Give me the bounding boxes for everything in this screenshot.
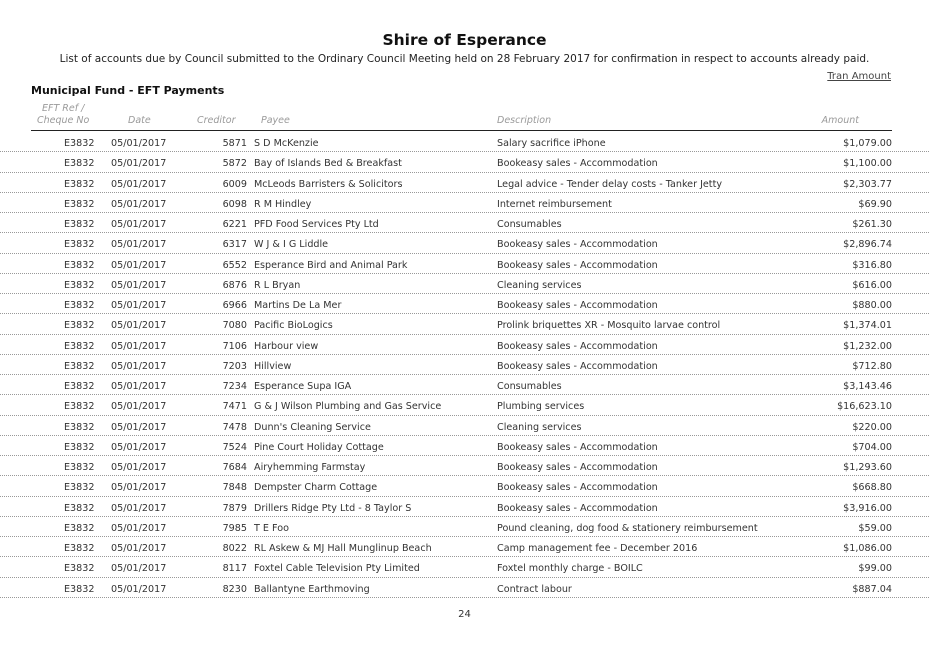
cell-payee: Bay of Islands Bed & Breakfast — [254, 158, 402, 170]
table-row — [0, 436, 929, 456]
cell-payee: Pine Court Holiday Cottage — [254, 441, 384, 453]
cell-payee: Harbour view — [254, 340, 319, 352]
header-ref-line1: EFT Ref / — [42, 103, 85, 114]
cell-payee: R M Hindley — [254, 198, 312, 210]
cell-creditor: 7203 — [222, 360, 247, 372]
table-row — [0, 132, 929, 152]
cell-ref: E3832 — [64, 178, 95, 190]
cell-payee: Pacific BioLogics — [254, 320, 333, 332]
document-title: Shire of Esperance — [382, 31, 547, 49]
cell-payee: PFD Food Services Pty Ltd — [254, 219, 379, 230]
cell-creditor: 7106 — [222, 340, 247, 352]
header-ref-line2: Cheque No — [37, 115, 90, 126]
cell-ref: E3832 — [64, 239, 95, 251]
table-row — [0, 416, 929, 436]
document-subtitle: List of accounts due by Council submitted to the Ordinary Council Meeting held on 28 February 2017 for confirmation in respect to accounts already paid. — [59, 53, 870, 65]
cell-amount: $3,143.46 — [843, 381, 892, 392]
cell-payee: S D McKenzie — [254, 138, 319, 149]
cell-ref: E3832 — [64, 543, 95, 554]
cell-description: Bookeasy sales - Accommodation — [497, 300, 658, 311]
cell-date: 05/01/2017 — [111, 502, 167, 514]
cell-ref: E3832 — [64, 360, 95, 372]
cell-date: 05/01/2017 — [111, 543, 167, 554]
cell-payee: R L Bryan — [254, 279, 301, 291]
cell-date: 05/01/2017 — [111, 259, 167, 271]
cell-ref: E3832 — [64, 138, 95, 149]
cell-amount: $2,303.77 — [843, 178, 892, 190]
table-row — [0, 173, 929, 193]
cell-amount: $887.04 — [852, 583, 892, 595]
cell-payee: Martins De La Mer — [254, 300, 342, 311]
cell-description: Foxtel monthly charge - BOILC — [497, 563, 643, 575]
cell-payee: Dunn's Cleaning Service — [254, 421, 371, 433]
cell-date: 05/01/2017 — [111, 279, 167, 291]
cell-description: Internet reimbursement — [497, 198, 612, 210]
cell-payee: T E Foo — [254, 522, 289, 534]
cell-amount: $1,374.01 — [843, 320, 892, 332]
cell-description: Bookeasy sales - Accommodation — [497, 259, 658, 271]
cell-creditor: 7478 — [222, 421, 247, 433]
cell-ref: E3832 — [64, 158, 95, 170]
header-date: Date — [128, 115, 151, 126]
table-row — [0, 578, 929, 598]
table-row — [0, 497, 929, 517]
cell-creditor: 6317 — [222, 239, 247, 251]
cell-description: Bookeasy sales - Accommodation — [497, 158, 658, 170]
cell-payee: W J & I G Liddle — [254, 239, 329, 251]
cell-payee: Drillers Ridge Pty Ltd - 8 Taylor S — [254, 502, 412, 514]
cell-date: 05/01/2017 — [111, 340, 167, 352]
cell-date: 05/01/2017 — [111, 421, 167, 433]
cell-ref: E3832 — [64, 198, 95, 210]
table-row — [0, 557, 929, 577]
header-amount: Amount — [821, 115, 859, 126]
cell-date: 05/01/2017 — [111, 300, 167, 311]
cell-amount: $16,623.10 — [837, 401, 892, 413]
table-row — [0, 294, 929, 314]
cell-date: 05/01/2017 — [111, 522, 167, 534]
table-row — [0, 233, 929, 253]
cell-creditor: 7234 — [222, 381, 247, 392]
cell-creditor: 7848 — [222, 482, 247, 494]
table-row — [0, 274, 929, 294]
cell-creditor: 7879 — [222, 502, 247, 514]
cell-amount: $1,232.00 — [843, 340, 892, 352]
cell-date: 05/01/2017 — [111, 320, 167, 332]
cell-ref: E3832 — [64, 583, 95, 595]
cell-creditor: 6966 — [222, 300, 247, 311]
cell-description: Cleaning services — [497, 421, 582, 433]
cell-creditor: 7471 — [222, 401, 247, 413]
cell-date: 05/01/2017 — [111, 178, 167, 190]
table-row — [0, 537, 929, 557]
cell-creditor: 6552 — [222, 259, 247, 271]
cell-amount: $59.00 — [858, 522, 892, 534]
cell-ref: E3832 — [64, 259, 95, 271]
cell-description: Bookeasy sales - Accommodation — [497, 360, 658, 372]
cell-ref: E3832 — [64, 441, 95, 453]
cell-amount: $3,916.00 — [843, 502, 892, 514]
cell-description: Pound cleaning, dog food & stationery reimbursement — [497, 522, 758, 534]
cell-amount: $2,896.74 — [843, 239, 892, 251]
cell-creditor: 6876 — [222, 279, 247, 291]
cell-description: Bookeasy sales - Accommodation — [497, 441, 658, 453]
cell-creditor: 6221 — [222, 219, 247, 230]
cell-payee: Airyhemming Farmstay — [254, 462, 366, 473]
cell-amount: $69.90 — [858, 198, 892, 210]
cell-description: Bookeasy sales - Accommodation — [497, 340, 658, 352]
table-row — [0, 456, 929, 476]
payments-table — [0, 132, 929, 598]
cell-creditor: 7684 — [222, 462, 247, 473]
cell-ref: E3832 — [64, 563, 95, 575]
cell-creditor: 6098 — [222, 198, 247, 210]
cell-ref: E3832 — [64, 401, 95, 413]
cell-date: 05/01/2017 — [111, 239, 167, 251]
cell-description: Bookeasy sales - Accommodation — [497, 482, 658, 494]
table-row — [0, 193, 929, 213]
cell-amount: $1,293.60 — [843, 462, 892, 473]
cell-date: 05/01/2017 — [111, 158, 167, 170]
cell-creditor: 7985 — [222, 522, 247, 534]
cell-ref: E3832 — [64, 502, 95, 514]
cell-date: 05/01/2017 — [111, 401, 167, 413]
cell-date: 05/01/2017 — [111, 482, 167, 494]
table-row — [0, 476, 929, 496]
cell-creditor: 8022 — [222, 543, 247, 554]
cell-creditor: 5871 — [222, 138, 247, 149]
header-description: Description — [497, 115, 552, 126]
cell-payee: RL Askew & MJ Hall Munglinup Beach — [254, 543, 432, 554]
table-row — [0, 213, 929, 233]
table-row — [0, 355, 929, 375]
cell-amount: $99.00 — [858, 563, 892, 575]
cell-amount: $704.00 — [852, 441, 892, 453]
cell-description: Legal advice - Tender delay costs - Tanker Jetty — [497, 178, 723, 190]
cell-creditor: 7524 — [222, 441, 247, 453]
cell-description: Bookeasy sales - Accommodation — [497, 462, 658, 473]
table-row — [0, 395, 929, 415]
cell-ref: E3832 — [64, 522, 95, 534]
tran-amount-label: Tran Amount — [827, 71, 891, 82]
cell-description: Consumables — [497, 381, 562, 392]
cell-ref: E3832 — [64, 300, 95, 311]
cell-payee: Foxtel Cable Television Pty Limited — [254, 563, 420, 575]
cell-description: Prolink briquettes XR - Mosquito larvae control — [497, 320, 721, 332]
table-row — [0, 314, 929, 334]
cell-date: 05/01/2017 — [111, 360, 167, 372]
cell-description: Salary sacrifice iPhone — [497, 138, 606, 149]
cell-amount: $261.30 — [852, 219, 892, 230]
cell-date: 05/01/2017 — [111, 138, 167, 149]
cell-amount: $616.00 — [852, 279, 892, 291]
cell-payee: Dempster Charm Cottage — [254, 482, 378, 494]
table-row — [0, 152, 929, 172]
cell-description: Plumbing services — [497, 401, 585, 413]
cell-amount: $712.80 — [852, 360, 892, 372]
cell-creditor: 7080 — [222, 320, 247, 332]
section-title: Municipal Fund - EFT Payments — [31, 84, 225, 97]
cell-payee: Hillview — [254, 360, 292, 372]
cell-ref: E3832 — [64, 320, 95, 332]
cell-description: Bookeasy sales - Accommodation — [497, 502, 658, 514]
cell-date: 05/01/2017 — [111, 441, 167, 453]
cell-date: 05/01/2017 — [111, 219, 167, 230]
cell-description: Camp management fee - December 2016 — [497, 543, 698, 554]
table-row — [0, 517, 929, 537]
cell-description: Bookeasy sales - Accommodation — [497, 239, 658, 251]
cell-creditor: 8117 — [222, 563, 247, 575]
cell-date: 05/01/2017 — [111, 563, 167, 575]
cell-description: Contract labour — [497, 583, 572, 595]
cell-ref: E3832 — [64, 340, 95, 352]
cell-payee: Esperance Supa IGA — [254, 381, 352, 392]
cell-amount: $880.00 — [852, 300, 892, 311]
cell-payee: Esperance Bird and Animal Park — [254, 259, 408, 271]
table-row — [0, 254, 929, 274]
cell-date: 05/01/2017 — [111, 462, 167, 473]
cell-amount: $1,086.00 — [843, 543, 892, 554]
cell-ref: E3832 — [64, 482, 95, 494]
cell-ref: E3832 — [64, 462, 95, 473]
cell-creditor: 5872 — [222, 158, 247, 170]
cell-amount: $1,100.00 — [843, 158, 892, 170]
cell-ref: E3832 — [64, 279, 95, 291]
cell-payee: Ballantyne Earthmoving — [254, 583, 370, 595]
cell-date: 05/01/2017 — [111, 583, 167, 595]
cell-description: Consumables — [497, 219, 562, 230]
table-row — [0, 335, 929, 355]
header-payee: Payee — [261, 115, 290, 126]
table-row — [0, 375, 929, 395]
cell-ref: E3832 — [64, 421, 95, 433]
cell-payee: McLeods Barristers & Solicitors — [254, 178, 403, 190]
cell-amount: $668.80 — [852, 482, 892, 494]
cell-amount: $220.00 — [852, 421, 892, 433]
cell-amount: $316.80 — [852, 259, 892, 271]
cell-description: Cleaning services — [497, 279, 582, 291]
header-divider — [31, 130, 892, 131]
header-creditor: Creditor — [197, 115, 236, 126]
cell-creditor: 8230 — [222, 583, 247, 595]
cell-amount: $1,079.00 — [843, 138, 892, 149]
page-number: 24 — [458, 609, 471, 620]
cell-date: 05/01/2017 — [111, 198, 167, 210]
cell-payee: G & J Wilson Plumbing and Gas Service — [254, 401, 442, 413]
cell-ref: E3832 — [64, 381, 95, 392]
cell-creditor: 6009 — [222, 178, 247, 190]
cell-ref: E3832 — [64, 219, 95, 230]
cell-date: 05/01/2017 — [111, 381, 167, 392]
